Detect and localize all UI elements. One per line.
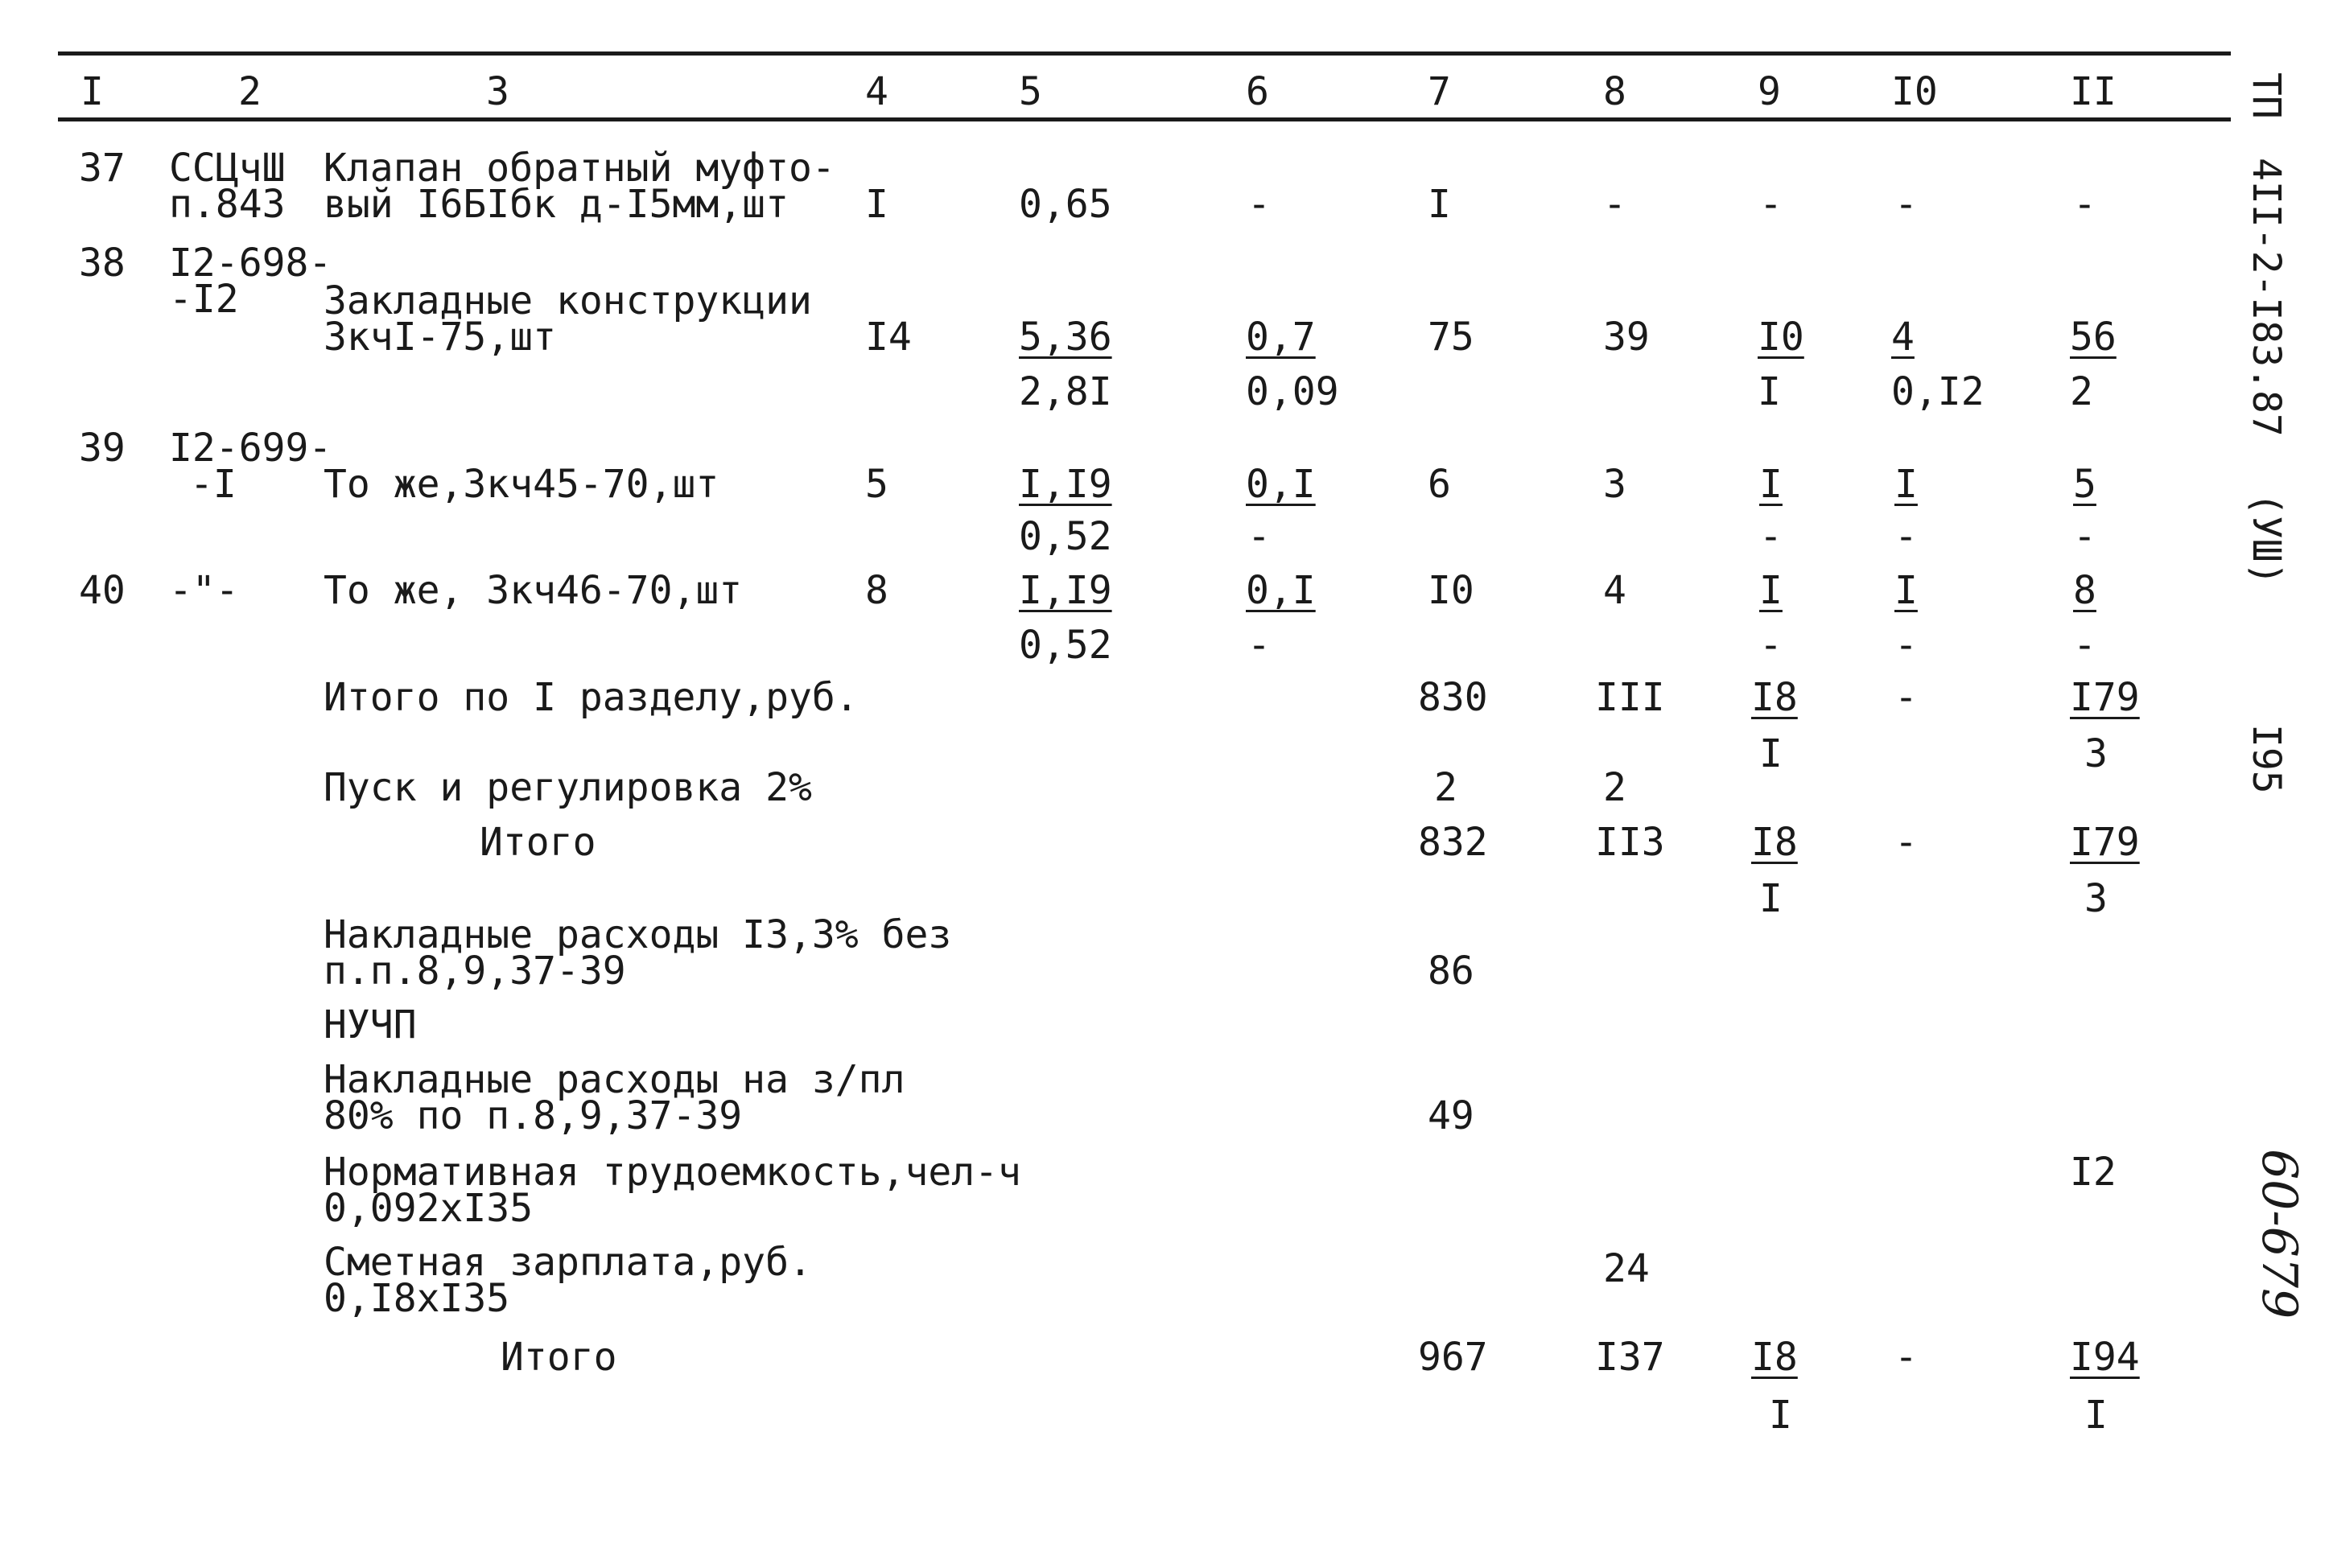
col6-value-sub: 0,09 [1246,369,1339,414]
column-header-6: 6 [1246,69,1269,114]
col6-value-sub: - [1247,623,1271,668]
col10-value: - [1894,182,1918,227]
col10-value-sub: - [1894,514,1918,559]
col7-value: I0 [1428,568,1474,613]
startup-label: Пуск и регулировка 2% [324,765,812,810]
overhead-label-cont: п.п.8,9,37-39 [324,949,626,994]
reference-code-cont: -I [190,462,237,507]
row-number: 39 [79,426,126,471]
col9-value: I8 [1751,1335,1798,1380]
wage-label: Сметная зарплата,руб. [324,1240,812,1285]
col6-value-sub: - [1247,514,1271,559]
unit-cost: 0,65 [1019,182,1112,227]
col10-value-sub: 0,I2 [1891,369,1985,414]
wage-label-cont: 0,I8xI35 [324,1276,510,1321]
unit-cost: I,I9 [1019,568,1112,613]
column-header-3: 3 [486,69,509,114]
col10-value: 4 [1891,315,1915,360]
overhead-wage-label-cont: 80% по п.8,9,37-39 [324,1093,743,1138]
col9-value: - [1759,182,1783,227]
col6-value: 0,I [1246,462,1316,507]
column-header-5: 5 [1019,69,1042,114]
item-description: То же, Зкч46-70,шт [324,568,743,613]
page-number: I95 [2244,724,2289,794]
item-description-cont: ЗкчI-75,шт [324,315,556,360]
col11-value-sub: - [2073,514,2096,559]
reference-code: -"- [169,568,239,613]
column-header-4: 4 [865,69,888,114]
col10-value: I [1894,568,1918,613]
col11-value-sub: I [2084,1393,2108,1438]
item-description: Клапан обратный муфто- [324,146,835,191]
quantity: 8 [865,568,888,613]
unit-cost: 5,36 [1019,315,1112,360]
col10-value: - [1894,1335,1918,1380]
column-header-11: II [2070,69,2117,114]
quantity: I4 [865,315,912,360]
col7-value: 86 [1428,949,1474,994]
col8-value: - [1603,182,1626,227]
reference-code: ССЦчШ [169,146,286,191]
col10-value-sub: - [1894,623,1918,668]
col11-value-sub: 3 [2084,876,2108,921]
row-number: 38 [79,241,126,286]
item-description-cont: вый I6БIбк д-I5мм,шт [324,182,789,227]
labor-label: Нормативная трудоемкость,чел-ч [324,1150,1021,1195]
col7-value: 75 [1428,315,1474,360]
col11-value-sub: 3 [2084,731,2108,776]
document-code-prefix: ТП [2244,72,2289,119]
reference-code-cont: п.843 [169,182,286,227]
unit-cost: I,I9 [1019,462,1112,507]
header-top-rule [58,51,2231,56]
col7-value: 830 [1418,675,1488,720]
col8-value: III [1595,675,1665,720]
unit-cost-wage: 0,52 [1019,514,1112,559]
unit-cost-wage: 2,8I [1019,369,1112,414]
col9-value-sub: I [1769,1393,1792,1438]
reference-code: I2-699- [169,426,332,471]
col9-value: I [1759,462,1783,507]
quantity: 5 [865,462,888,507]
header-bottom-rule [58,117,2231,121]
col9-value: I8 [1751,675,1798,720]
col11-value-sub: 2 [2070,369,2093,414]
item-description: То же,Зкч45-70,шт [324,462,719,507]
col11-value: 5 [2073,462,2096,507]
reference-code-cont: -I2 [169,277,239,322]
col9-value-sub: - [1759,623,1783,668]
col11-value: I79 [2070,820,2140,865]
col8-value: 39 [1603,315,1650,360]
column-header-9: 9 [1758,69,1781,114]
col9-value-sub: I [1758,369,1781,414]
column-header-2: 2 [238,69,262,114]
unit-cost-wage: 0,52 [1019,623,1112,668]
handwritten-number: 60-679 [2251,1149,2307,1319]
document-code: 4II-2-I83.87 [2244,158,2289,437]
col9-value: I [1759,568,1783,613]
document-section: (УШ) [2244,492,2289,586]
col8-value: I37 [1595,1335,1665,1380]
quantity: I [865,182,888,227]
col8-value: 3 [1603,462,1626,507]
column-header-7: 7 [1428,69,1451,114]
grand-total-label: Итого [501,1335,617,1380]
col6-value: 0,I [1246,568,1316,613]
col11-value: - [2073,182,2096,227]
col7-value: 832 [1418,820,1488,865]
column-header-10: I0 [1891,69,1938,114]
col9-value: I8 [1751,820,1798,865]
col10-value: I [1894,462,1918,507]
col7-value: 49 [1428,1093,1474,1138]
col7-value: 2 [1434,765,1457,810]
item-description: Закладные конструкции [324,278,812,323]
col7-value: 6 [1428,462,1451,507]
col11-value: I94 [2070,1335,2140,1380]
subtotal-label: Итого [480,820,596,865]
column-header-8: 8 [1603,69,1626,114]
col8-value: 2 [1603,765,1626,810]
overhead-wage-label: Накладные расходы на з/пл [324,1057,905,1102]
col6-value: - [1247,182,1271,227]
col10-value: - [1894,820,1918,865]
col8-value: II3 [1595,820,1665,865]
col10-value: - [1894,675,1918,720]
col9-value-sub: I [1759,876,1783,921]
col11-value: 8 [2073,568,2096,613]
reference-code: I2-698- [169,241,332,286]
col9-value-sub: I [1759,731,1783,776]
col11-value: I79 [2070,675,2140,720]
col9-value-sub: - [1759,514,1783,559]
row-number: 40 [79,568,126,613]
col6-value: 0,7 [1246,315,1316,360]
col11-value-sub: - [2073,623,2096,668]
col7-value: 967 [1418,1335,1488,1380]
col8-value: 24 [1603,1246,1650,1291]
labor-label-cont: 0,092xI35 [324,1186,534,1231]
column-header-1: I [80,69,104,114]
col9-value: I0 [1758,315,1804,360]
overhead-label: Накладные расходы I3,3% без [324,912,952,957]
row-number: 37 [79,146,126,191]
col8-value: 4 [1603,568,1626,613]
col11-value: 56 [2070,315,2117,360]
nuchp-label: НУЧП [324,1002,417,1047]
col11-value: I2 [2070,1150,2117,1195]
total-label: Итого по I разделу,руб. [324,675,859,720]
col7-value: I [1428,182,1451,227]
